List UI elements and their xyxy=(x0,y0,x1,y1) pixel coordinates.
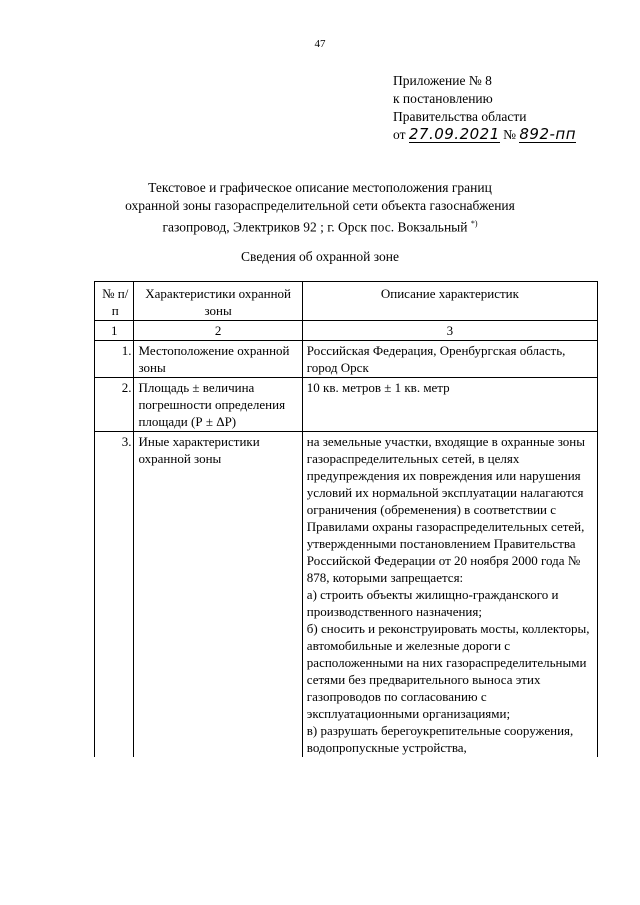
row-characteristic: Местоположение охранной зоны xyxy=(134,341,302,378)
date-prefix: от xyxy=(393,127,406,142)
description-intro: на земельные участки, входящие в охранные зоны газораспределительных сетей, в целях предупреждения их повреждения или нарушения условий их нормальной эксплуатации налагаются ограничения (обременения) в соответствии с Правилами охраны газораспределительных сетей, утвержденными постановлением Правительства Российской Федерации от 20 ноября 2000 года № 878, которыми запрещается: xyxy=(306,434,585,585)
restriction-item-c: в) разрушать берегоукрепительные сооружения, водопропускные устройства, xyxy=(306,723,574,755)
section-title: Сведения об охранной зоне xyxy=(241,249,399,264)
column-number-1: 1 xyxy=(95,321,134,341)
row-description xyxy=(302,432,597,758)
table-row xyxy=(95,341,598,378)
title-line-3: газопровод, Электриков 92 ; г. Орск пос. Вокзальный *) xyxy=(162,219,478,235)
column-number-2: 2 xyxy=(134,321,302,341)
row-characteristic: Площадь ± величина погрешности определения площади (Р ± ΔР) xyxy=(134,378,302,432)
appendix-government-line: Правительства области xyxy=(393,109,527,124)
number-prefix: № xyxy=(503,127,517,142)
restriction-item-b: б) сносить и реконструировать мосты, коллекторы, автомобильные и железные дороги с расположенными на них газораспределительными сетями без предварительного выноса этих газопроводов по согласованию с эксплуатационными организациями; xyxy=(306,621,590,721)
appendix-title: Приложение № 8 xyxy=(393,73,492,88)
header-description: Описание характеристик xyxy=(302,282,597,321)
row-number: 1. xyxy=(95,341,134,378)
appendix-date-line xyxy=(393,126,576,144)
row-number: 2. xyxy=(95,378,134,432)
table-row xyxy=(95,378,598,432)
table-numbering-row xyxy=(95,321,598,341)
document-title xyxy=(100,179,540,237)
protected-zone-table xyxy=(94,281,598,757)
header-number: № п/п xyxy=(95,282,134,321)
column-number-3: 3 xyxy=(302,321,597,341)
appendix-resolution-line: к постановлению xyxy=(393,91,493,106)
footnote-mark: *) xyxy=(470,219,478,228)
table-header-row xyxy=(95,282,598,321)
row-characteristic: Иные характеристики охранной зоны xyxy=(134,432,302,758)
page-number: 47 xyxy=(314,38,326,50)
row-description: 10 кв. метров ± 1 кв. метр xyxy=(302,378,597,432)
table-row xyxy=(95,432,598,758)
title-line-1: Текстовое и графическое описание местоположения границ xyxy=(148,180,492,195)
row-description: Российская Федерация, Оренбургская область, город Орск xyxy=(302,341,597,378)
restriction-item-a: а) строить объекты жилищно-гражданского и производственного назначения; xyxy=(306,587,559,619)
row-number: 3. xyxy=(95,432,134,758)
header-characteristic: Характеристики охранной зоны xyxy=(134,282,302,321)
title-line-2: охранной зоны газораспределительной сети объекта газоснабжения xyxy=(125,198,515,213)
handwritten-number: 892-пп xyxy=(519,125,577,143)
handwritten-date: 27.09.2021 xyxy=(408,125,500,143)
appendix-block xyxy=(393,72,576,144)
